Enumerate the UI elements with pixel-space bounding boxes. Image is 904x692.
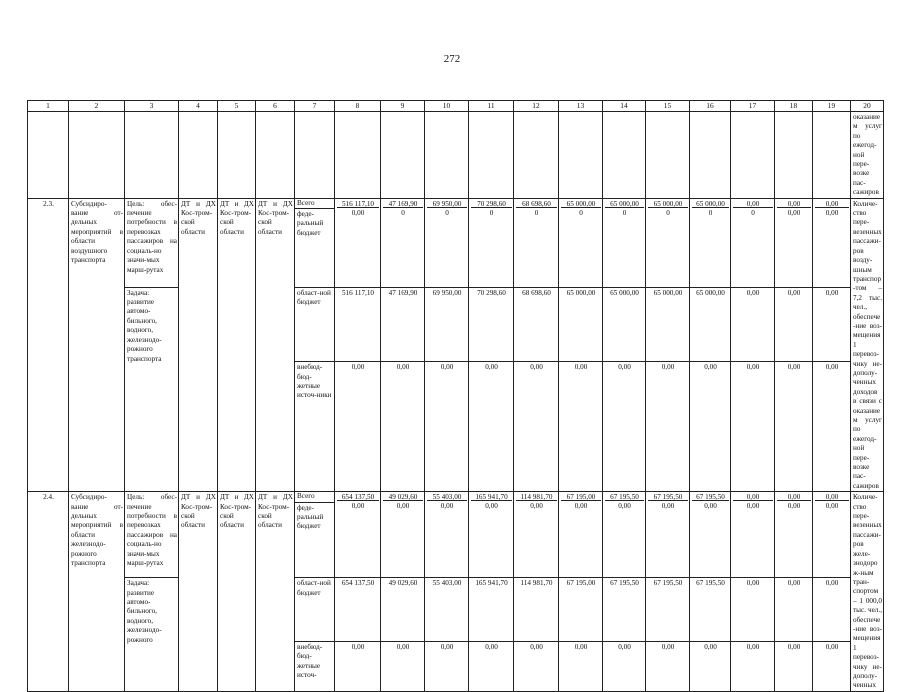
- amount-cell: [603, 198, 646, 287]
- measure-number: 2.4.: [28, 492, 69, 692]
- source-total-federal: [295, 198, 335, 287]
- amount-cell: [646, 492, 690, 578]
- amount-extrabudget: 0,00: [469, 641, 514, 691]
- amount-cell: [559, 492, 603, 578]
- executor-cell: ДТ и ДХ Кос-тром-ской области: [179, 492, 218, 692]
- amount-total: 65 000,00: [648, 198, 688, 208]
- amount-cell: [469, 198, 514, 287]
- measure-row: [28, 198, 884, 287]
- amount-total: 0,00: [733, 492, 773, 502]
- source-federal: феде-ральный бюджет: [297, 210, 324, 237]
- amount-cell: [775, 198, 813, 287]
- measure-indicator: Количе-ство пере-везенных пассажи-ров желе-знодорож-ным тран-спортом – 1 000,0 тыс. чел., обеспече-ние воз-мещения 1 перевоз-чику не-дополу-ченных: [851, 492, 884, 692]
- amount-cell: [335, 492, 381, 578]
- header-cell: 11: [469, 101, 514, 112]
- amount-extrabudget: 0,00: [775, 641, 813, 691]
- header-cell: 18: [775, 101, 813, 112]
- amount-federal: 0,00: [704, 502, 717, 511]
- measure-goal: Цель: обес-печение потребности в перевозках пассажиров на социаль-но значи-мых марш-рутах: [125, 198, 179, 287]
- amount-federal: 0: [401, 208, 405, 217]
- amount-total: 55 403,00: [427, 492, 467, 502]
- amount-regional: 0,00: [731, 287, 775, 362]
- executor-cell: ДТ и ДХ Кос-тром-ской области: [256, 492, 295, 692]
- amount-total: 67 195,00: [561, 492, 601, 502]
- amount-extrabudget: 0,00: [646, 641, 690, 691]
- amount-federal: 0,00: [746, 502, 760, 511]
- amount-federal: 0: [489, 208, 494, 217]
- amount-extrabudget: 0,00: [731, 641, 775, 691]
- measure-name: Субсидиро-вание от-дельных мероприятий в области воздушного транспорта: [69, 198, 125, 492]
- amount-total: 0,00: [815, 198, 849, 208]
- source-extrabudget: внебюд-бюд-жетные источ-: [295, 641, 335, 691]
- amount-regional: 0,00: [813, 578, 851, 642]
- amount-regional: 55 403,00: [425, 578, 469, 642]
- measure-indicator: Количе-ство пере-везенных пассажи-ров возду-шным транспор-том – 7,2 тыс. чел., обеспече-ние воз-мещения 1 перевоз-чику не-дополу-ченных доходов в связи с оказанием услуг по ежегод-ной пере-возке пас-сажиров: [851, 198, 884, 492]
- amount-total: 67 195,50: [648, 492, 688, 502]
- amount-extrabudget: 0,00: [690, 641, 731, 691]
- amount-federal: 0: [534, 208, 539, 217]
- amount-total: 47 169,90: [383, 198, 423, 208]
- amount-federal: 0,00: [351, 208, 365, 217]
- amount-federal: 0: [445, 208, 449, 217]
- amount-federal: 0: [666, 208, 670, 217]
- amount-extrabudget: 0,00: [813, 641, 851, 691]
- amount-federal: 0,00: [618, 502, 631, 511]
- amount-total: 0,00: [777, 198, 811, 208]
- amount-extrabudget: 0,00: [514, 641, 559, 691]
- amount-cell: [603, 492, 646, 578]
- measure-goal: Цель: обес-печение потребности в перевозках пассажиров на социаль-но значи-мых марш-рутах: [125, 492, 179, 578]
- amount-total: 654 137,50: [337, 492, 379, 502]
- header-cell: 4: [179, 101, 218, 112]
- amount-extrabudget: 0,00: [335, 362, 381, 492]
- source-total-federal: [295, 492, 335, 578]
- measure-task: Задача: развитие автомо-бильного, водного, железнодо-рожного: [125, 578, 179, 692]
- amount-total: 516 117,10: [337, 198, 379, 208]
- amount-extrabudget: 0,00: [775, 362, 813, 492]
- source-total: Всего: [295, 199, 334, 209]
- amount-extrabudget: 0,00: [559, 362, 603, 492]
- amount-cell: [335, 198, 381, 287]
- amount-total: 49 029,60: [383, 492, 423, 502]
- amount-federal: 0,00: [396, 502, 410, 511]
- amount-cell: [813, 198, 851, 287]
- header-cell: 2: [69, 101, 125, 112]
- amount-regional: 47 169,90: [381, 287, 425, 362]
- executor-cell: ДТ и ДХ Кос-тром-ской области: [256, 198, 295, 492]
- amount-total: 114 981,70: [516, 492, 557, 502]
- amount-extrabudget: 0,00: [559, 641, 603, 691]
- amount-extrabudget: 0,00: [646, 362, 690, 492]
- amount-regional: 65 000,00: [559, 287, 603, 362]
- amount-federal: 0,00: [440, 502, 454, 511]
- amount-total: 0,00: [777, 492, 811, 502]
- header-cell: 5: [218, 101, 256, 112]
- amount-federal: 0: [622, 208, 627, 217]
- source-regional: област-ной бюджет: [295, 287, 335, 362]
- amount-federal: 0: [579, 208, 583, 217]
- amount-federal: 0,00: [825, 502, 839, 511]
- amount-regional: 65 000,00: [646, 287, 690, 362]
- header-cell: 20: [851, 101, 884, 112]
- amount-regional: 65 000,00: [690, 287, 731, 362]
- amount-extrabudget: 0,00: [469, 362, 514, 492]
- header-cell: 8: [335, 101, 381, 112]
- amount-federal: 0,00: [351, 502, 365, 511]
- amount-federal: 0,00: [787, 208, 801, 217]
- amount-regional: 0,00: [813, 287, 851, 362]
- source-extrabudget: внебюд-бюд-жетные источ-ники: [295, 362, 335, 492]
- measure-task: Задача: развитие автомо-бильного, водного, железнодо-рожного транспорта: [125, 287, 179, 492]
- page-number: 272: [443, 53, 461, 65]
- amount-cell: [381, 492, 425, 578]
- source-total: Всего: [295, 492, 334, 502]
- amount-regional: 165 941,70: [469, 578, 514, 642]
- amount-total: 70 298,60: [471, 198, 512, 208]
- amount-cell: [690, 492, 731, 578]
- executor-cell: ДТ и ДХ Кос-тром-ской области: [179, 198, 218, 492]
- amount-extrabudget: 0,00: [813, 362, 851, 492]
- header-cell: 6: [256, 101, 295, 112]
- amount-regional: 68 698,60: [514, 287, 559, 362]
- amount-federal: 0,00: [485, 502, 498, 511]
- amount-federal: 0,00: [787, 502, 801, 511]
- header-cell: 1: [28, 101, 69, 112]
- amount-cell: [559, 198, 603, 287]
- amount-extrabudget: 0,00: [425, 641, 469, 691]
- amount-regional: 67 195,50: [603, 578, 646, 642]
- amount-extrabudget: 0,00: [731, 362, 775, 492]
- executor-cell: ДТ и ДХ Кос-тром-ской области: [218, 198, 256, 492]
- amount-federal: 0: [708, 208, 713, 217]
- amount-extrabudget: 0,00: [335, 641, 381, 691]
- amount-cell: [646, 198, 690, 287]
- amount-total: 165 941,70: [471, 492, 512, 502]
- amount-extrabudget: 0,00: [690, 362, 731, 492]
- header-cell: 16: [690, 101, 731, 112]
- amount-regional: 49 029,60: [381, 578, 425, 642]
- amount-extrabudget: 0,00: [603, 362, 646, 492]
- amount-total: 65 000,00: [605, 198, 644, 208]
- header-cell: 10: [425, 101, 469, 112]
- amount-federal: 0,00: [574, 502, 588, 511]
- amount-cell: [813, 492, 851, 578]
- amount-extrabudget: 0,00: [425, 362, 469, 492]
- amount-total: 65 000,00: [692, 198, 729, 208]
- amount-total: 67 195,50: [605, 492, 644, 502]
- header-cell: 19: [813, 101, 851, 112]
- amount-cell: [425, 492, 469, 578]
- amount-regional: 516 117,10: [335, 287, 381, 362]
- header-cell: 13: [559, 101, 603, 112]
- header-cell: 9: [381, 101, 425, 112]
- source-regional: област-ной бюджет: [295, 578, 335, 642]
- amount-total: 69 950,00: [427, 198, 467, 208]
- source-federal: феде-ральный бюджет: [297, 503, 324, 531]
- amount-total: 67 195,50: [692, 492, 729, 502]
- amount-total: 68 698,60: [516, 198, 557, 208]
- amount-extrabudget: 0,00: [381, 641, 425, 691]
- amount-extrabudget: 0,00: [603, 641, 646, 691]
- header-cell: 12: [514, 101, 559, 112]
- measure-subrow-regional: [28, 578, 884, 642]
- header-cell: 17: [731, 101, 775, 112]
- amount-regional: 67 195,00: [559, 578, 603, 642]
- amount-extrabudget: 0,00: [381, 362, 425, 492]
- amount-cell: [469, 492, 514, 578]
- amount-federal: 0,00: [825, 208, 839, 217]
- amount-cell: [514, 492, 559, 578]
- amount-regional: 654 137,50: [335, 578, 381, 642]
- amount-regional: 65 000,00: [603, 287, 646, 362]
- amount-regional: 67 195,50: [690, 578, 731, 642]
- amount-regional: 0,00: [731, 578, 775, 642]
- continuation-row: [28, 112, 884, 199]
- amount-cell: [514, 198, 559, 287]
- amount-cell: [731, 198, 775, 287]
- amount-cell: [381, 198, 425, 287]
- header-cell: 14: [603, 101, 646, 112]
- amount-federal: 0,00: [661, 502, 675, 511]
- measure-name: Субсидиро-вание от-дельных мероприятий в области железнодо-рожного транспорта: [69, 492, 125, 692]
- program-measures-table: [27, 100, 884, 692]
- header-row: [28, 101, 884, 112]
- amount-regional: 114 981,70: [514, 578, 559, 642]
- header-cell: 7: [295, 101, 335, 112]
- measure-subrow-regional: [28, 287, 884, 362]
- amount-regional: 0,00: [775, 287, 813, 362]
- amount-cell: [425, 198, 469, 287]
- amount-extrabudget: 0,00: [514, 362, 559, 492]
- amount-cell: [731, 492, 775, 578]
- amount-federal: 0: [751, 208, 755, 217]
- amount-total: 0,00: [815, 492, 849, 502]
- amount-cell: [690, 198, 731, 287]
- amount-federal: 0,00: [530, 502, 543, 511]
- amount-cell: [775, 492, 813, 578]
- header-cell: 3: [125, 101, 179, 112]
- amount-total: 65 000,00: [561, 198, 601, 208]
- amount-total: 0,00: [733, 198, 773, 208]
- measure-number: 2.3.: [28, 198, 69, 492]
- measure-row: [28, 492, 884, 578]
- header-cell: 15: [646, 101, 690, 112]
- amount-regional: 69 950,00: [425, 287, 469, 362]
- amount-regional: 0,00: [775, 578, 813, 642]
- amount-regional: 67 195,50: [646, 578, 690, 642]
- executor-cell: ДТ и ДХ Кос-тром-ской области: [218, 492, 256, 692]
- indicator-continuation: оказанием услуг по ежегод-ной пере-возке пас-сажиров: [851, 112, 884, 199]
- amount-regional: 70 298,60: [469, 287, 514, 362]
